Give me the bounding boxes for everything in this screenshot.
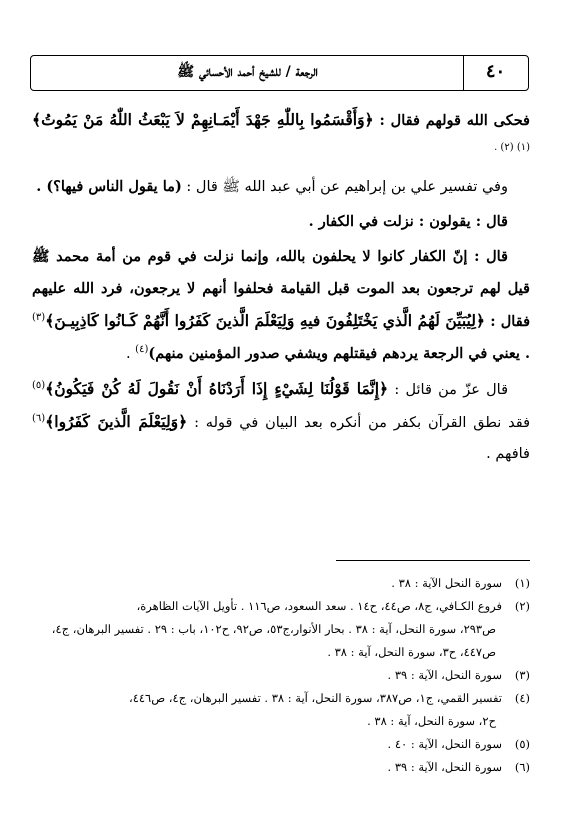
p3-text: يقولون : نزلت في الكفار . (308, 213, 471, 230)
p5-text: فقد نطق القرآن بكفر من أنكره بعد البيان في قوله : (187, 415, 531, 431)
p1-lead: فحكى الله قولهم فقال : (373, 112, 530, 129)
footnote-ref-6: (٦) (32, 413, 46, 425)
footnote-text (32, 595, 502, 664)
p5-lead: قال عزّ من قائل : (388, 382, 509, 398)
running-title (39, 63, 456, 83)
footnote-item (32, 595, 530, 664)
footnote-line: تفسير القمي، ج١، ص٣٨٧، سورة النحل، آية : ٣٨ . تفسير البرهان، ج٤، ص٤٤٦، (128, 691, 502, 705)
p5-quran-quote: ﴿إِنَّمَا قَوْلُنَا لِشَيْءٍ إِذَا أَرَدْنَاهُ أَنْ نَقُولَ لَهُ كُنْ فَيَكُونُ﴾ (45, 379, 389, 398)
paragraph-1 (32, 104, 530, 168)
p2-question: (ما يقول الناس فيها؟) . (36, 178, 182, 195)
footnote-item (32, 687, 530, 733)
footnote-line: سورة النحل، الآية : ٤٠ . (387, 737, 502, 751)
page-number: ٤٠ (485, 61, 506, 82)
footnote-number: (٢) (514, 599, 530, 613)
footnote-number: (٥) (514, 737, 530, 751)
footnote-ref-4: (٤) (135, 344, 149, 356)
footnote-item (32, 572, 530, 595)
honorific-mark: ﷺ (177, 64, 195, 80)
running-header (30, 55, 529, 91)
p2-text: وفي تفسير علي بن إبراهيم عن أبي عبد الله ﷺ قال : (181, 179, 508, 195)
footnote-ref-2: (٢) . (494, 142, 517, 154)
p5-quran-quote-2: ﴿وَلِيَعْلَمَ الَّذينَ كَفَرُوا﴾ (45, 412, 188, 431)
paragraph-3 (32, 206, 530, 238)
p4-text: إنّ الكفار كانوا لا يحلفون بالله، وإنما نزلت في قوم من أمة محمد ﷺ قيل لهم ترجعون بعد الموت قبل القيامة فحلفوا أنهم لا يرجعون، فرد الله عليهم فقال : (32, 248, 530, 330)
footnote-line: سورة النحل الآية : ٣٨ . (391, 576, 502, 590)
footnote-text (32, 733, 502, 756)
p4-end: . (125, 346, 136, 362)
p3-lead: قال : (470, 213, 508, 230)
footnote-item (32, 756, 530, 779)
footnotes (32, 572, 530, 779)
footnote-number: (١) (514, 576, 530, 590)
footnote-item (32, 664, 530, 687)
footnote-item (32, 733, 530, 756)
footnote-ref-3: (٣) (32, 312, 46, 324)
paragraph-2 (32, 171, 530, 203)
footnote-ref-1: (١) (516, 142, 530, 154)
running-title-text: الرجعة / للشيخ أحمد الأحسائي (199, 64, 318, 80)
paragraph-5 (32, 373, 530, 470)
p4-quran-quote: ﴿لِيُبَيِّنَ لَهُمُ الَّذي يَخْتَلِفُونَ فيهِ وَلِيَعْلَمَ الَّذينَ كَفَرُوا أَنَّهُمْ كَـانُوا كَاذِبِيـنَ﴾ (45, 311, 486, 330)
footnote-line: سورة النحل، الآية : ٣٩ . (387, 760, 502, 774)
footnote-text (32, 572, 502, 595)
p4-lead: قال : (467, 248, 508, 265)
footnote-separator (336, 560, 530, 561)
footnote-number: (٦) (514, 760, 530, 774)
footnote-number: (٣) (514, 668, 530, 682)
footnote-number: (٤) (514, 691, 530, 705)
footnote-text (32, 756, 502, 779)
p1-quran-quote: ﴿وَأَقْسَمُوا بِاللّٰهِ جَهْدَ أَيْمَـانِهِمْ لاَ يَبْعَثُ اللّٰهُ مَنْ يَمُوتُ﴾ (32, 110, 374, 129)
footnote-text (32, 687, 502, 733)
footnote-text (32, 664, 502, 687)
p4-text-2: . يعني في الرجعة يردهم فيقتلهم ويشفي صدور المؤمنين منهم) (148, 345, 530, 362)
main-text (32, 104, 530, 473)
p5-end: فافهم . (486, 446, 530, 462)
footnote-line-continued: ح٢، سورة النحل، آية : ٣٨ . (367, 714, 496, 728)
footnote-line: فروع الكـافي، ج٨، ص٤٤، ح١٤ . سعد السعود، ص١١٦ . تأويل الآيات الظاهرة، (136, 599, 502, 613)
footnote-ref-5: (٥) (32, 380, 46, 392)
footnote-line-continued: ص٢٩٣، سورة النحل، آية : ٣٨ . بحار الأنوار،ج٥٣، ص٩٢، ح١٠٢، باب : ٢٩ . تفسير البرهان، ج٤، ص٤٤٧، ح٣، سورة النحل، آية : ٣٨ . (51, 622, 496, 659)
paragraph-4 (32, 241, 530, 370)
footnote-line: سورة النحل، الآية : ٣٩ . (387, 668, 502, 682)
